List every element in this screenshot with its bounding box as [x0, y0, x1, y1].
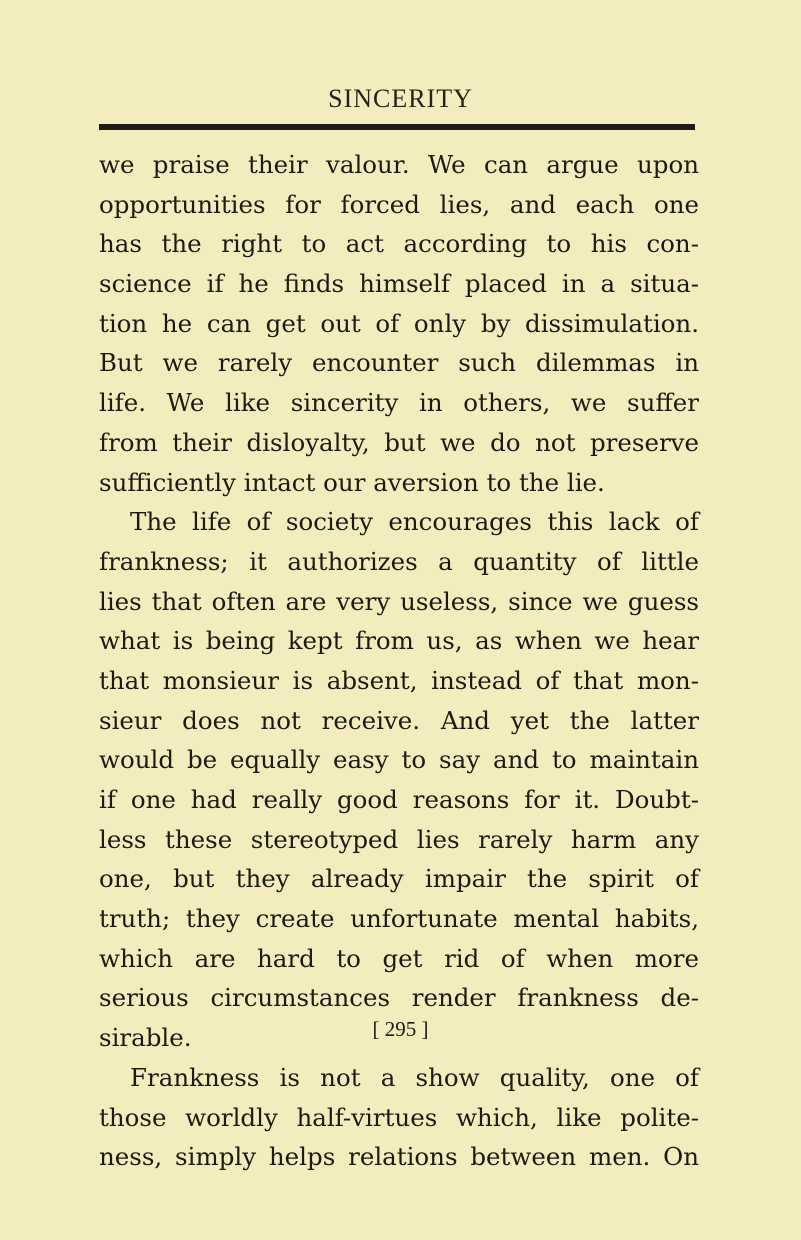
text-line: Frankness is not a show quality, one of	[130, 1062, 699, 1092]
text-line: lies that often are very useless, since we guess	[99, 586, 699, 616]
header-rule	[99, 124, 695, 130]
text-line: life. We like sincerity in others, we suffer	[99, 388, 699, 418]
text-line: which are hard to get rid of when more	[99, 943, 699, 973]
text-line: The life of society encourages this lack of	[130, 507, 699, 537]
text-line: that monsieur is absent, instead of that mon-	[99, 665, 699, 695]
text-line: But we rarely encounter such dilemmas in	[99, 348, 699, 378]
text-line: truth; they create unfortunate mental habits,	[99, 904, 699, 934]
text-line: from their disloyalty, but we do not preserve	[99, 427, 699, 457]
text-line: ness, simply helps relations between men. On	[99, 1142, 699, 1172]
text-line: sieur does not receive. And yet the latter	[99, 705, 699, 735]
text-line: those worldly half-virtues which, like polite-	[99, 1102, 699, 1132]
text-line: frankness; it authorizes a quantity of little	[99, 546, 699, 576]
text-line: opportunities for forced lies, and each one	[99, 189, 699, 219]
text-line: sufficiently intact our aversion to the lie.	[99, 467, 605, 497]
text-line: has the right to act according to his con-	[99, 229, 699, 259]
running-head: SINCERITY	[328, 84, 473, 113]
text-line: we praise their valour. We can argue upon	[99, 150, 699, 179]
text-line: would be equally easy to say and to maintain	[99, 745, 699, 775]
text-line: serious circumstances render frankness de-	[99, 983, 699, 1013]
text-line: one, but they already impair the spirit of	[99, 864, 699, 894]
text-line: science if he finds himself placed in a situa-	[99, 269, 699, 299]
text-line: if one had really good reasons for it. Doubt-	[99, 785, 699, 814]
text-line: tion he can get out of only by dissimulation.	[99, 308, 699, 338]
text-line: what is being kept from us, as when we hear	[99, 626, 699, 656]
text-line: less these stereotyped lies rarely harm any	[99, 824, 699, 854]
page-number: [ 295 ]	[372, 1017, 429, 1041]
text-line: sirable.	[99, 1023, 192, 1053]
